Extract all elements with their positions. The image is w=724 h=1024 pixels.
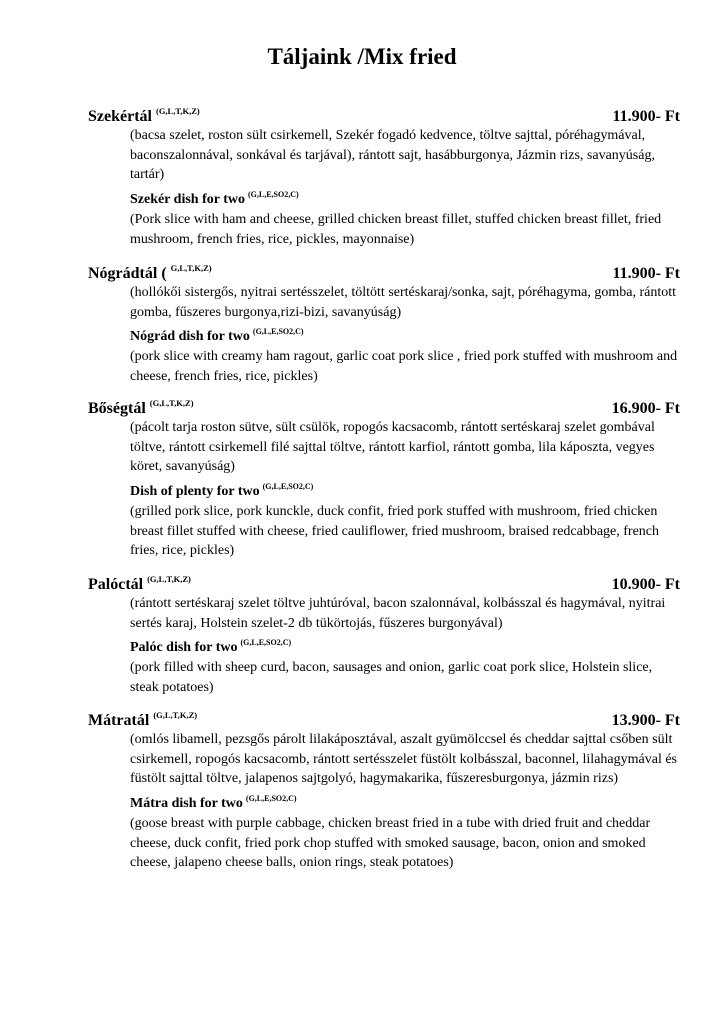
item-header (88, 263, 680, 283)
item-price: 13.900- Ft (611, 712, 680, 729)
allergen-codes-en: (G,L,E,SO2,C) (252, 327, 304, 337)
item-price: 11.900- Ft (612, 108, 680, 125)
allergen-codes-en: (G,L,E,SO2,C) (262, 482, 314, 492)
description-en: (pork filled with sheep curd, bacon, sausages and onion, garlic coat pork slice, Holstein slice, steak potatoes) (130, 660, 653, 695)
english-name: Nógrád dish for two $^{(G,L,E,SO2,C)}$ (130, 327, 304, 345)
item-name: Palóctál $^{(G,L,T,K,Z)}$ (88, 574, 191, 593)
english-name: Szekér dish for two $^{(G,L,E,SO2,C)}$ (130, 190, 299, 208)
allergen-codes-en: (G,L,E,SO2,C) (245, 794, 297, 804)
description-en: (pork slice with creamy ham ragout, garlic coat pork slice , fried pork stuffed with mushroom and cheese, french fries, rice, pickles) (130, 349, 678, 384)
allergen-codes: (G,L,T,K,Z) (155, 106, 200, 116)
item-header (88, 398, 680, 418)
description-hu: (rántott sertéskaraj szelet töltve juhtúróval, bacon szalonnával, kolbásszal és hagymával, nyitrai sertés karaj, Holstein szelet-2 db tükörtojás, fűszeres burgonyával) (130, 596, 666, 631)
item-header (88, 710, 680, 730)
english-name: Dish of plenty for two $^{(G,L,E,SO2,C)}$ (130, 482, 314, 500)
allergen-codes: (G,L,T,K,Z) (147, 574, 191, 584)
english-name: Palóc dish for two $^{(G,L,E,SO2,C)}$ (130, 638, 292, 656)
item-name: Bőségtál $^{(G,L,T,K,Z)}$ (88, 398, 194, 417)
allergen-codes: (G,L,T,K,Z) (149, 398, 194, 408)
page-title: Táljaink /Mix fried (267, 44, 457, 69)
description-hu: (omlós libamell, pezsgős párolt lilakáposztával, aszalt gyümölccsel és cheddar sajttal csőben sült csirkemell, ropogós kacsacomb, rántott sertésszelet füstölt kolbásszal, baconnel, lilahagymával és füstölt sajttal töltve, jalapenos sajtgolyó, hagymakarika, fűszeresburgonya, jázmin rizs) (130, 732, 677, 787)
item-header (88, 106, 680, 126)
item-price: 10.900- Ft (611, 576, 680, 593)
menu-item-matratal (88, 710, 680, 873)
english-name: Mátra dish for two $^{(G,L,E,SO2,C)}$ (130, 794, 297, 812)
item-name: Szekértál $^{(G,L,T,K,Z)}$ (88, 106, 200, 125)
allergen-codes: (G,L,T,K,Z) (153, 710, 198, 720)
allergen-codes-en: (G,L,E,SO2,C) (240, 638, 292, 648)
item-name: Mátratál $^{(G,L,T,K,Z)}$ (88, 710, 198, 729)
description-hu: (bacsa szelet, roston sült csirkemell, Szekér fogadó kedvence, töltve sajttal, póréhagymával, baconszalonnával, sonkával és tarjával), rántott sajt, hasábburgonya, Jázmin rizs, savanyúság, tartár) (130, 128, 655, 183)
item-price: 16.900- Ft (611, 400, 680, 417)
menu-item-szekertal (88, 106, 680, 249)
menu-item-paloctal (88, 574, 680, 698)
description-en: (goose breast with purple cabbage, chicken breast fried in a tube with dried fruit and cheddar cheese, duck confit, fried pork chop stuffed with smoked sausage, bacon, onion and smoked cheese, jalapeno cheese balls, onion rings, steak potatoes) (130, 815, 651, 871)
item-name: Nógrádtál ( $^{G,L,T,K,Z)}$ (88, 263, 212, 282)
allergen-codes-en: (G,L,E,SO2,C) (247, 190, 299, 200)
description-hu: (hollókői sistergős, nyitrai sertésszelet, töltött sertéskaraj/sonka, sajt, póréhagyma, gomba, rántott gomba, fűszeres burgonya,rizi-bizi, savanyúság) (130, 285, 677, 320)
allergen-codes: G,L,T,K,Z) (170, 263, 212, 273)
menu-item-bosegtal (88, 398, 680, 561)
description-hu: (pácolt tarja roston sütve, sült csülök, ropogós kacsacomb, rántott sertéskaraj szelet gombával töltve, rántott csirkemell filé sajttal töltve, rántott karfiol, rántott gomba, lila káposzta, vegyes köret, savanyúság) (130, 420, 655, 475)
item-header (88, 574, 680, 594)
description-en: (grilled pork slice, pork kunckle, duck confit, fried pork stuffed with mushroom, fried chicken breast fillet stuffed with cheese, fried cauliflower, fried mushroom, braised redcabbage, french fries, rice, pickles) (130, 503, 660, 559)
description-en: (Pork slice with ham and cheese, grilled chicken breast fillet, stuffed chicken breast fillet, fried mushroom, french fries, rice, pickles, mayonnaise) (130, 211, 662, 247)
item-price: 11.900- Ft (612, 265, 680, 282)
menu-item-nogradtal (88, 263, 680, 387)
